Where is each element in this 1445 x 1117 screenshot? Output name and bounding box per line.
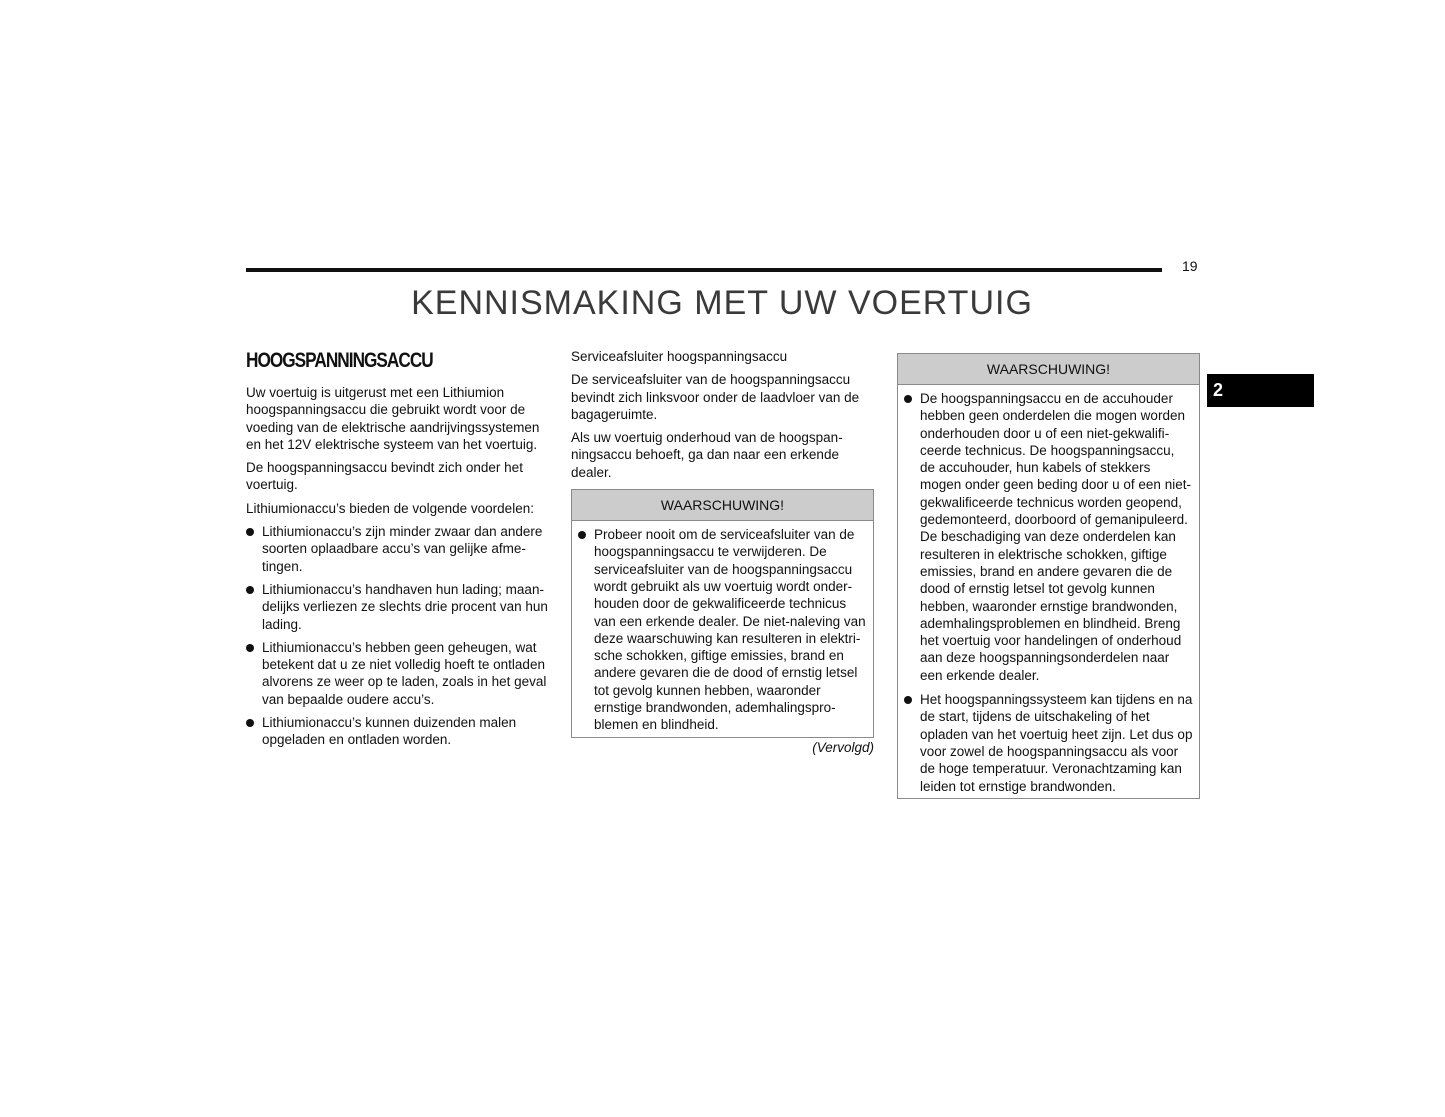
bullet-icon bbox=[246, 719, 254, 727]
bullet-icon bbox=[246, 644, 254, 652]
list-item-text: Lithiumionaccu’s hebben geen geheugen, wat betekent dat u ze niet volledig hoeft te ontladen alvorens ze weer op te laden, zoals in het geval van bepaalde oudere accu’s. bbox=[262, 639, 547, 707]
column-2 bbox=[571, 348, 874, 756]
warning-body bbox=[898, 385, 1199, 798]
header-rule bbox=[246, 268, 1162, 272]
paragraph: De hoogspanningsaccu bevindt zich onder het voertuig. bbox=[246, 460, 523, 493]
warning-title: WAARSCHUWING! bbox=[572, 490, 873, 521]
page-number: 19 bbox=[1182, 258, 1198, 274]
bullet-icon bbox=[904, 395, 912, 403]
list-item-text: Lithiumionaccu’s zijn minder zwaar dan andere soorten oplaadbare accu’s van gelijke afmetingen. bbox=[262, 524, 543, 574]
warning-body bbox=[572, 521, 873, 737]
warning-list bbox=[904, 390, 1193, 795]
warning-box bbox=[897, 353, 1200, 799]
chapter-title: KENNISMAKING MET UW VOERTUIG bbox=[411, 284, 1033, 322]
warning-box bbox=[571, 489, 874, 738]
continued-label: (Vervolgd) bbox=[812, 739, 874, 755]
list-item-text: Lithiumionaccu’s kunnen duizenden malen opgeladen en ontladen worden. bbox=[262, 715, 517, 748]
bullet-icon bbox=[904, 696, 912, 704]
chapter-tab: 2 bbox=[1207, 374, 1314, 407]
paragraph: Lithiumionaccu’s bieden de volgende voordelen: bbox=[246, 500, 534, 516]
list-item bbox=[246, 523, 554, 575]
warning-list bbox=[578, 526, 867, 734]
bullet-icon bbox=[246, 586, 254, 594]
warning-title: WAARSCHUWING! bbox=[898, 354, 1199, 385]
paragraph: De serviceafsluiter van de hoogspanningsaccu bevindt zich linksvoor onder de laadvloer van de bagageruimte. bbox=[571, 372, 860, 422]
list-item bbox=[246, 581, 554, 633]
list-item-text: Het hoogspanningssysteem kan tijdens en na de start, tijdens de uitschakeling of het opladen van het voertuig heet zijn. Let dus op voor zowel de hoogspanningsaccu als voor de hoge temperatuur. Veronachtzaming kan leiden tot ernstige brandwonden. bbox=[920, 692, 1193, 794]
list-item-text: Lithiumionaccu’s handhaven hun lading; maandelijks verliezen ze slechts drie procent van hun lading. bbox=[262, 581, 548, 632]
paragraph: Uw voertuig is uitgerust met een Lithiumion hoogspanningsaccu die gebruikt wordt voor de voeding van de elektrische aandrijvingssystemen en het 12V elektrische systeem van het voertuig. bbox=[246, 385, 540, 452]
list-item bbox=[578, 526, 867, 734]
list-item-text: De hoogspanningsaccu en de accuhouder hebben geen onderdelen die mogen worden onderhouden door u of een niet-gekwalificeerde technicus. De hoogspanningsaccu, de accuhouder, hun kabels of stekkers mogen onder geen beding door u of een niet-gekwalificeerde technicus worden geopend, gedemonteerd, doorboord of gemanipuleerd. De beschadiging van deze onderdelen kan resulteren in elektrische schokken, giftige emissies, brand en andere gevaren die de dood of ernstig letsel tot gevolg kunnen hebben, waaronder ernstige brandwonden, ademhalingsproblemen en blindheid. Breng het voertuig voor handelingen of onderhoud aan deze hoogspanningsonderdelen naar een erkende dealer. bbox=[920, 391, 1191, 683]
list-item bbox=[904, 390, 1193, 684]
section-heading: HOOGSPANNINGSACCU bbox=[246, 349, 433, 372]
column-3 bbox=[897, 353, 1200, 799]
benefits-list bbox=[246, 523, 554, 749]
bullet-icon bbox=[578, 531, 586, 539]
subheading: Serviceafsluiter hoogspanningsaccu bbox=[571, 349, 788, 364]
list-item bbox=[246, 714, 554, 749]
list-item bbox=[246, 639, 554, 708]
list-item bbox=[904, 691, 1193, 795]
list-item-text: Probeer nooit om de serviceafsluiter van de hoogspanningsaccu te verwijderen. De serviceafsluiter van de hoogspanningsaccu wordt gebruikt als uw voertuig wordt onderhouden door de gekwalificeerde technicus van een erkende dealer. De niet-naleving van deze waarschuwing kan resulteren in elektrische schokken, giftige emissies, brand en andere gevaren die de dood of ernstig letsel tot gevolg kunnen hebben, waaronder ernstige brandwonden, ademhalingsproblemen en blindheid. bbox=[594, 527, 866, 733]
paragraph: Als uw voertuig onderhoud van de hoogspanningsaccu behoeft, ga dan naar een erkende dealer. bbox=[571, 430, 843, 480]
column-1 bbox=[246, 348, 554, 755]
bullet-icon bbox=[246, 528, 254, 536]
